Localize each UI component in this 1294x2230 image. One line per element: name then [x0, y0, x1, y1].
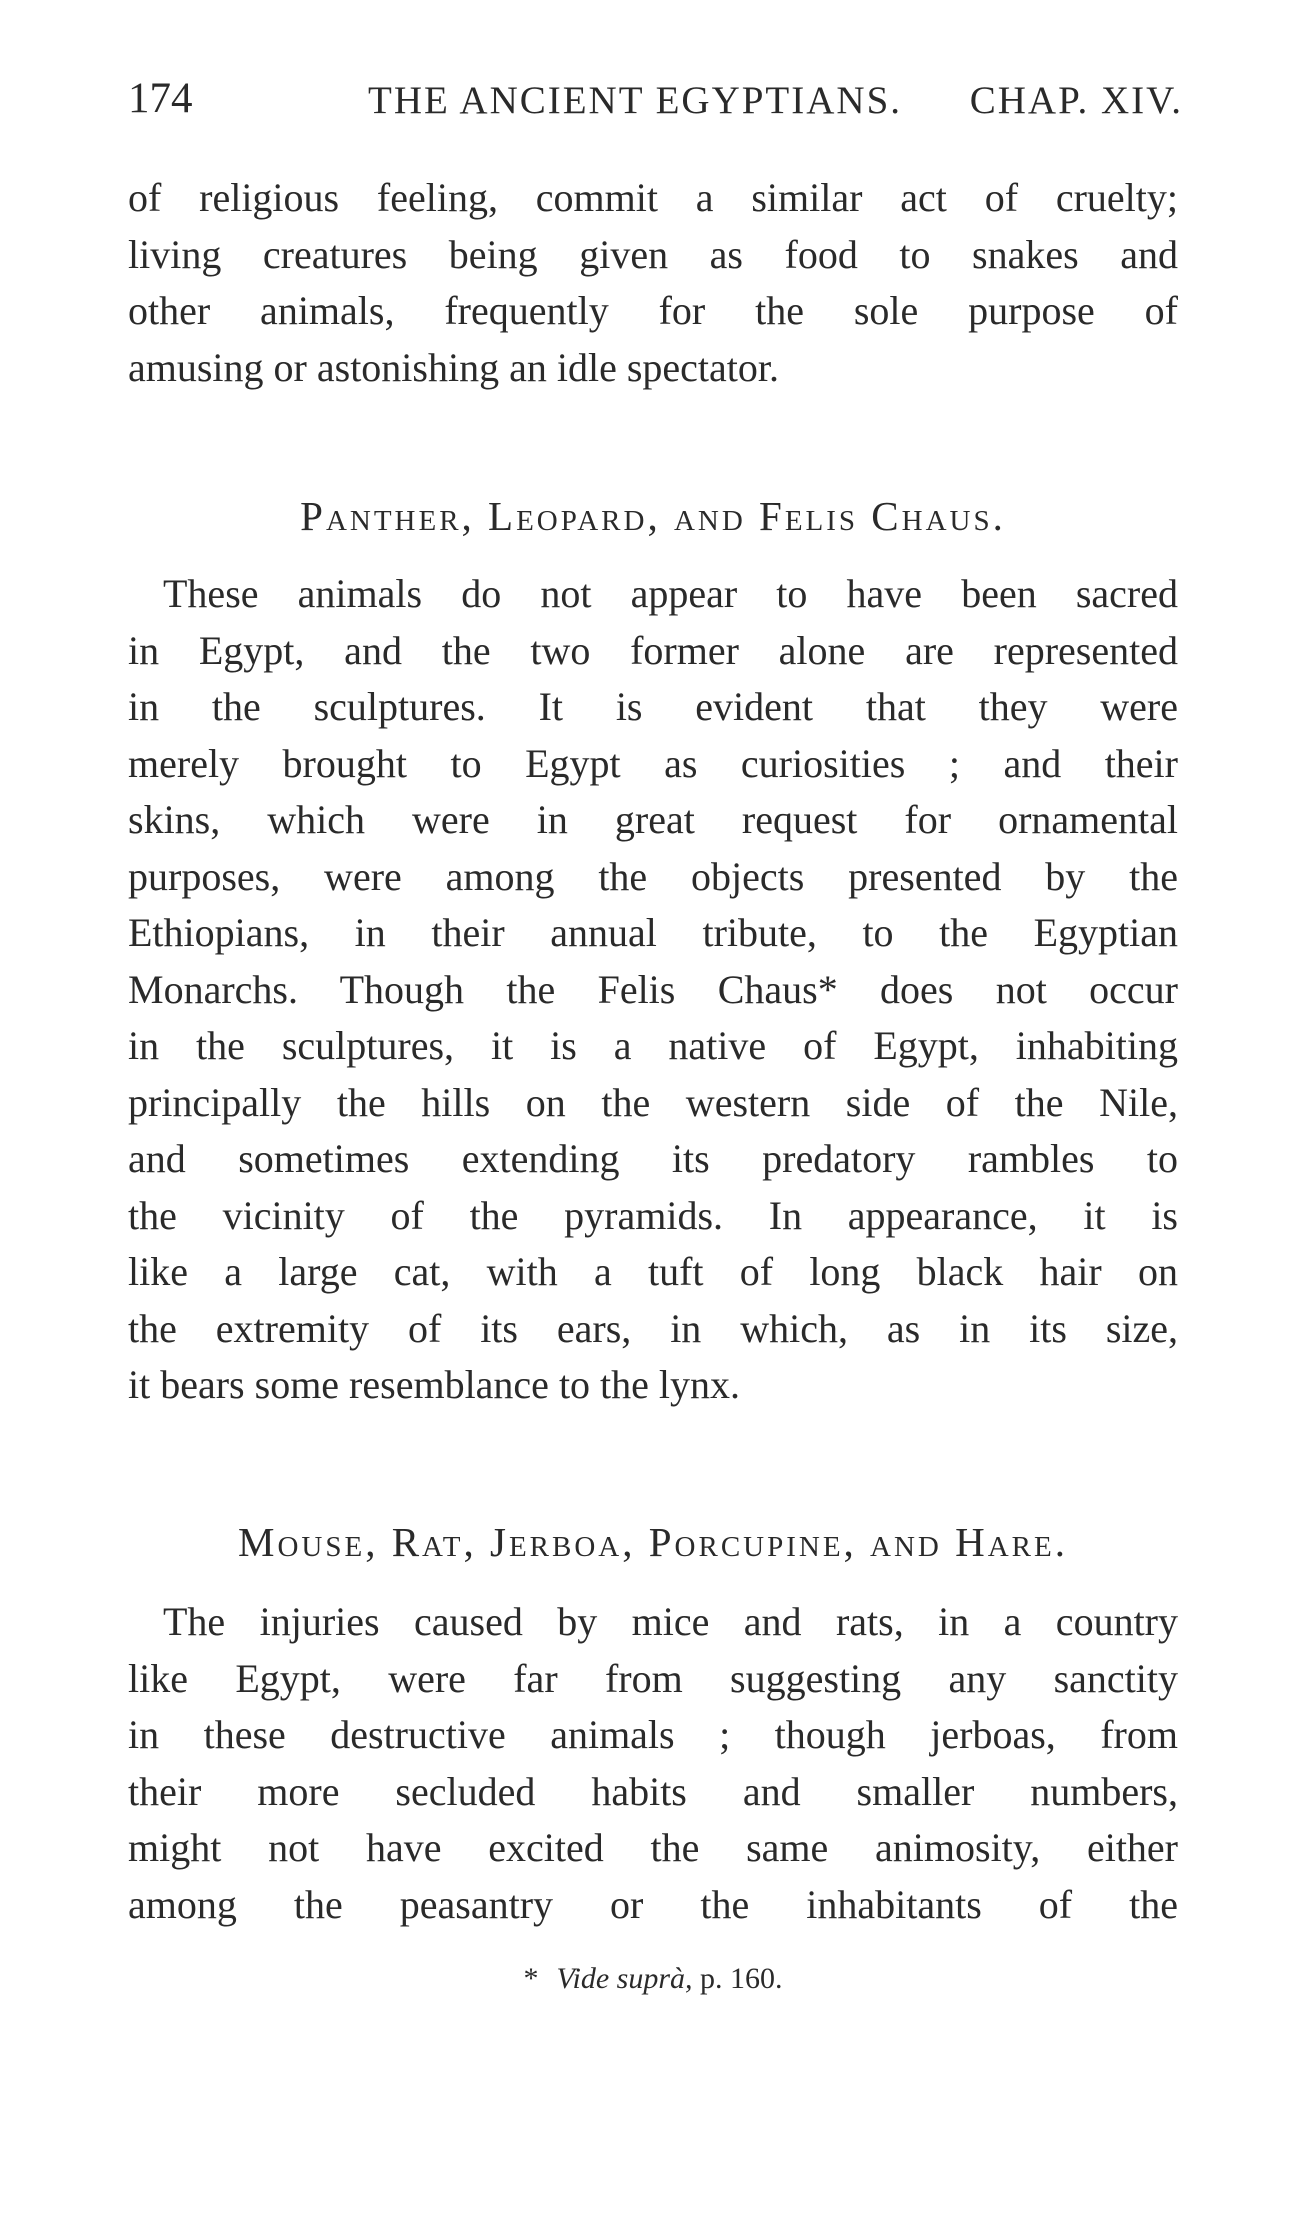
- text-line: Ethiopians, in their annual tribute, to the Egyptian: [128, 910, 1178, 955]
- text-line: like Egypt, were far from suggesting any sanctity: [128, 1655, 1178, 1701]
- text-line: in the sculptures. It is evident that they were: [128, 684, 1178, 729]
- text-line: These animals do not appear to have been sacred: [163, 571, 1178, 616]
- text-line: living creatures being given as food to snakes and: [128, 231, 1178, 277]
- text-line: and sometimes extending its predatory rambles to: [128, 1136, 1178, 1181]
- section-panther-paragraph: [128, 566, 1178, 1414]
- text-line: in the sculptures, it is a native of Egypt, inhabiting: [128, 1023, 1178, 1068]
- text-line: skins, which were in great request for ornamental: [128, 797, 1178, 842]
- text-line: Monarchs. Though the Felis Chaus* does not occur: [128, 966, 1178, 1012]
- text-line: amusing or astonishing an idle spectator.: [128, 344, 779, 390]
- text-line: The injuries caused by mice and rats, in a country: [163, 1599, 1178, 1644]
- text-line: might not have excited the same animosity, either: [128, 1825, 1178, 1870]
- text-line: principally the hills on the western side of the Nile,: [128, 1079, 1178, 1125]
- text-line: the vicinity of the pyramids. In appearance, it is: [128, 1192, 1178, 1238]
- running-head: [128, 74, 1183, 134]
- text-line: their more secluded habits and smaller numbers,: [128, 1768, 1178, 1814]
- intro-paragraph: [128, 170, 1178, 396]
- text-line: in Egypt, and the two former alone are represented: [128, 627, 1178, 673]
- text-line: it bears some resemblance to the lynx.: [128, 1362, 741, 1407]
- text-line: like a large cat, with a tuft of long black hair on: [128, 1249, 1178, 1294]
- text-line: in these destructive animals ; though jerboas, from: [128, 1712, 1178, 1757]
- footnote-page-ref: p. 160.: [700, 1962, 783, 1995]
- chapter-label: CHAP. XIV.: [969, 79, 1183, 122]
- text-line: the extremity of its ears, in which, as in its size,: [128, 1305, 1178, 1351]
- running-title: THE ANCIENT EGYPTIANS.: [368, 79, 903, 122]
- footnote: [128, 1962, 1178, 1996]
- footnote-marker: *: [523, 1962, 539, 1995]
- section-heading-mouse: Mouse, Rat, Jerboa, Porcupine, and Hare.: [238, 1519, 1068, 1565]
- text-line: purposes, were among the objects presented by the: [128, 853, 1178, 899]
- text-line: of religious feeling, commit a similar act of cruelty;: [128, 175, 1178, 220]
- page-number: 174: [128, 75, 193, 122]
- section-heading-panther: Panther, Leopard, and Felis Chaus.: [300, 493, 1006, 539]
- text-line: other animals, frequently for the sole purpose of: [128, 288, 1178, 333]
- section-mouse-paragraph: [128, 1594, 1178, 1933]
- footnote-italic: Vide suprà,: [556, 1962, 693, 1995]
- text-line: merely brought to Egypt as curiosities ; and their: [128, 740, 1178, 786]
- text-line: among the peasantry or the inhabitants of the: [128, 1881, 1178, 1927]
